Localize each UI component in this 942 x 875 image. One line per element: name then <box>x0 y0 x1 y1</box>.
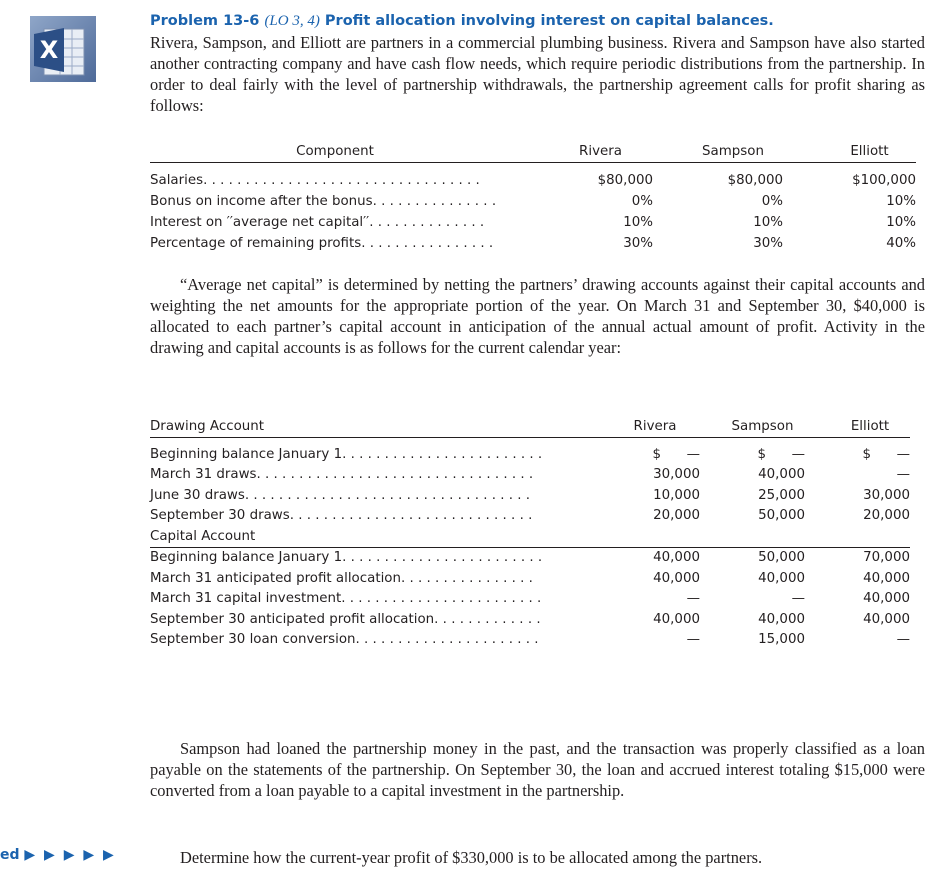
cell: — <box>686 632 700 648</box>
requirement <box>150 847 925 868</box>
cell: 70,000 <box>863 550 910 566</box>
cell: 40,000 <box>653 611 700 627</box>
table-row <box>150 568 910 589</box>
row-label: March 31 capital investment. . . . . . . . . . . . . . . . . . . . . . . . <box>150 591 542 607</box>
cell: 10% <box>753 215 783 230</box>
cell: $ — <box>757 446 805 462</box>
problem-statement <box>150 10 925 116</box>
cell: 10% <box>886 215 916 230</box>
cell: 15,000 <box>758 632 805 648</box>
table-row <box>150 212 916 233</box>
accounts-activity-table <box>150 419 910 650</box>
problem-heading <box>150 10 925 32</box>
row-label: Beginning balance January 1. . . . . . . . . . . . . . . . . . . . . . . . <box>150 550 543 566</box>
column-header: Rivera <box>520 144 653 163</box>
paragraph: “Average net capital” is determined by netting the partners’ drawing accounts against their capital accounts and weighting the net amounts for the appropriate portion of the year. On March 31 and September 30, $40,000 is allocated to each partner’s capital account in anticipation of the annual actual amount of profit. Activity in the drawing and capital accounts is as follows for the current calendar year: <box>150 275 925 357</box>
margin-tag-text: ed <box>0 847 20 863</box>
row-label: March 31 anticipated profit allocation. . . . . . . . . . . . . . . . <box>150 570 533 586</box>
learning-objectives: (LO 3, 4) <box>264 13 320 29</box>
column-header: Sampson <box>653 144 783 163</box>
capital-account-subheading-row <box>150 526 910 547</box>
cell: 10% <box>886 194 916 209</box>
table-row <box>150 191 916 212</box>
row-label: Percentage of remaining profits. . . . . . . . . . . . . . . . <box>150 236 494 251</box>
row-label: September 30 draws. . . . . . . . . . . . . . . . . . . . . . . . . . . . . <box>150 508 533 524</box>
cell: 40,000 <box>863 611 910 627</box>
row-label: March 31 draws. . . . . . . . . . . . . . . . . . . . . . . . . . . . . . . . . <box>150 467 534 483</box>
row-label: Bonus on income after the bonus. . . . . . . . . . . . . . . <box>150 194 496 209</box>
table-row <box>150 444 910 465</box>
cell: 30,000 <box>863 487 910 503</box>
table-row <box>150 233 916 254</box>
cell: $80,000 <box>597 173 653 188</box>
intro-paragraph: Rivera, Sampson, and Elliott are partners in a commercial plumbing business. Rivera and Sampson have also started another contracting company and have cash flow needs, which require periodic distributions from the partnership. In order to deal fairly with the level of partnership withdrawals, the partnership agreement calls for profit sharing as follows: <box>150 33 925 115</box>
profit-sharing-table <box>150 144 916 254</box>
cell: 40,000 <box>758 570 805 586</box>
cell: 20,000 <box>653 508 700 524</box>
cell: — <box>896 467 910 483</box>
problem-title: Profit allocation involving interest on capital balances. <box>324 13 774 29</box>
cell: 40,000 <box>758 467 805 483</box>
row-label: Interest on ′′average net capital′′. . . . . . . . . . . . . . <box>150 215 485 230</box>
cell: 50,000 <box>758 550 805 566</box>
row-label: June 30 draws. . . . . . . . . . . . . . . . . . . . . . . . . . . . . . . . . . <box>150 487 531 503</box>
cell: — <box>896 632 910 648</box>
table-row <box>150 609 910 630</box>
table-row <box>150 506 910 527</box>
average-net-capital-paragraph <box>150 274 925 358</box>
svg-text:X: X <box>39 36 59 64</box>
row-label: September 30 anticipated profit allocation. . . . . . . . . . . . . <box>150 611 541 627</box>
cell: $ — <box>652 446 700 462</box>
paragraph: Sampson had loaned the partnership money in the past, and the transaction was properly classified as a loan payable on the statements of the partnership. On September 30, the loan and accrued interest totaling $15,000 were converted from a loan payable to a capital investment in the partnership. <box>150 739 925 800</box>
cell: 50,000 <box>758 508 805 524</box>
table-row <box>150 589 910 610</box>
cell: 40,000 <box>863 591 910 607</box>
requirement-text: Determine how the current-year profit of $330,000 is to be allocated among the partners. <box>180 848 763 867</box>
cell: $100,000 <box>852 173 916 188</box>
capital-account-heading: Capital Account <box>150 526 580 547</box>
excel-icon <box>30 16 96 82</box>
arrow-icons: ▶ ▶ ▶ ▶ ▶ <box>24 847 116 863</box>
cell: 40,000 <box>653 550 700 566</box>
column-header: Drawing Account <box>150 419 580 438</box>
problem-number: Problem 13-6 <box>150 13 260 29</box>
column-header: Elliott <box>805 419 910 438</box>
cell: $80,000 <box>727 173 783 188</box>
cell: 30,000 <box>653 467 700 483</box>
row-label: September 30 loan conversion. . . . . . . . . . . . . . . . . . . . . . <box>150 632 539 648</box>
cell: 20,000 <box>863 508 910 524</box>
cell: $ — <box>862 446 910 462</box>
cell: 40,000 <box>653 570 700 586</box>
row-label: Beginning balance January 1. . . . . . . . . . . . . . . . . . . . . . . . <box>150 446 543 462</box>
required-margin-tag <box>0 847 116 863</box>
loan-conversion-paragraph <box>150 738 925 801</box>
cell: 10% <box>623 215 653 230</box>
column-header: Sampson <box>700 419 805 438</box>
cell: — <box>791 591 805 607</box>
cell: — <box>686 591 700 607</box>
cell: 40,000 <box>863 570 910 586</box>
cell: 0% <box>761 194 783 209</box>
row-label: Salaries. . . . . . . . . . . . . . . . . . . . . . . . . . . . . . . . . <box>150 173 480 188</box>
table-row <box>150 170 916 191</box>
cell: 25,000 <box>758 487 805 503</box>
cell: 10,000 <box>653 487 700 503</box>
table-row <box>150 630 910 651</box>
cell: 40,000 <box>758 611 805 627</box>
cell: 40% <box>886 236 916 251</box>
cell: 30% <box>753 236 783 251</box>
column-header: Component <box>150 144 520 163</box>
cell: 0% <box>631 194 653 209</box>
column-header: Elliott <box>783 144 916 163</box>
column-header: Rivera <box>580 419 700 438</box>
table-row <box>150 465 910 486</box>
table-row <box>150 485 910 506</box>
table-row <box>150 547 910 568</box>
cell: 30% <box>623 236 653 251</box>
